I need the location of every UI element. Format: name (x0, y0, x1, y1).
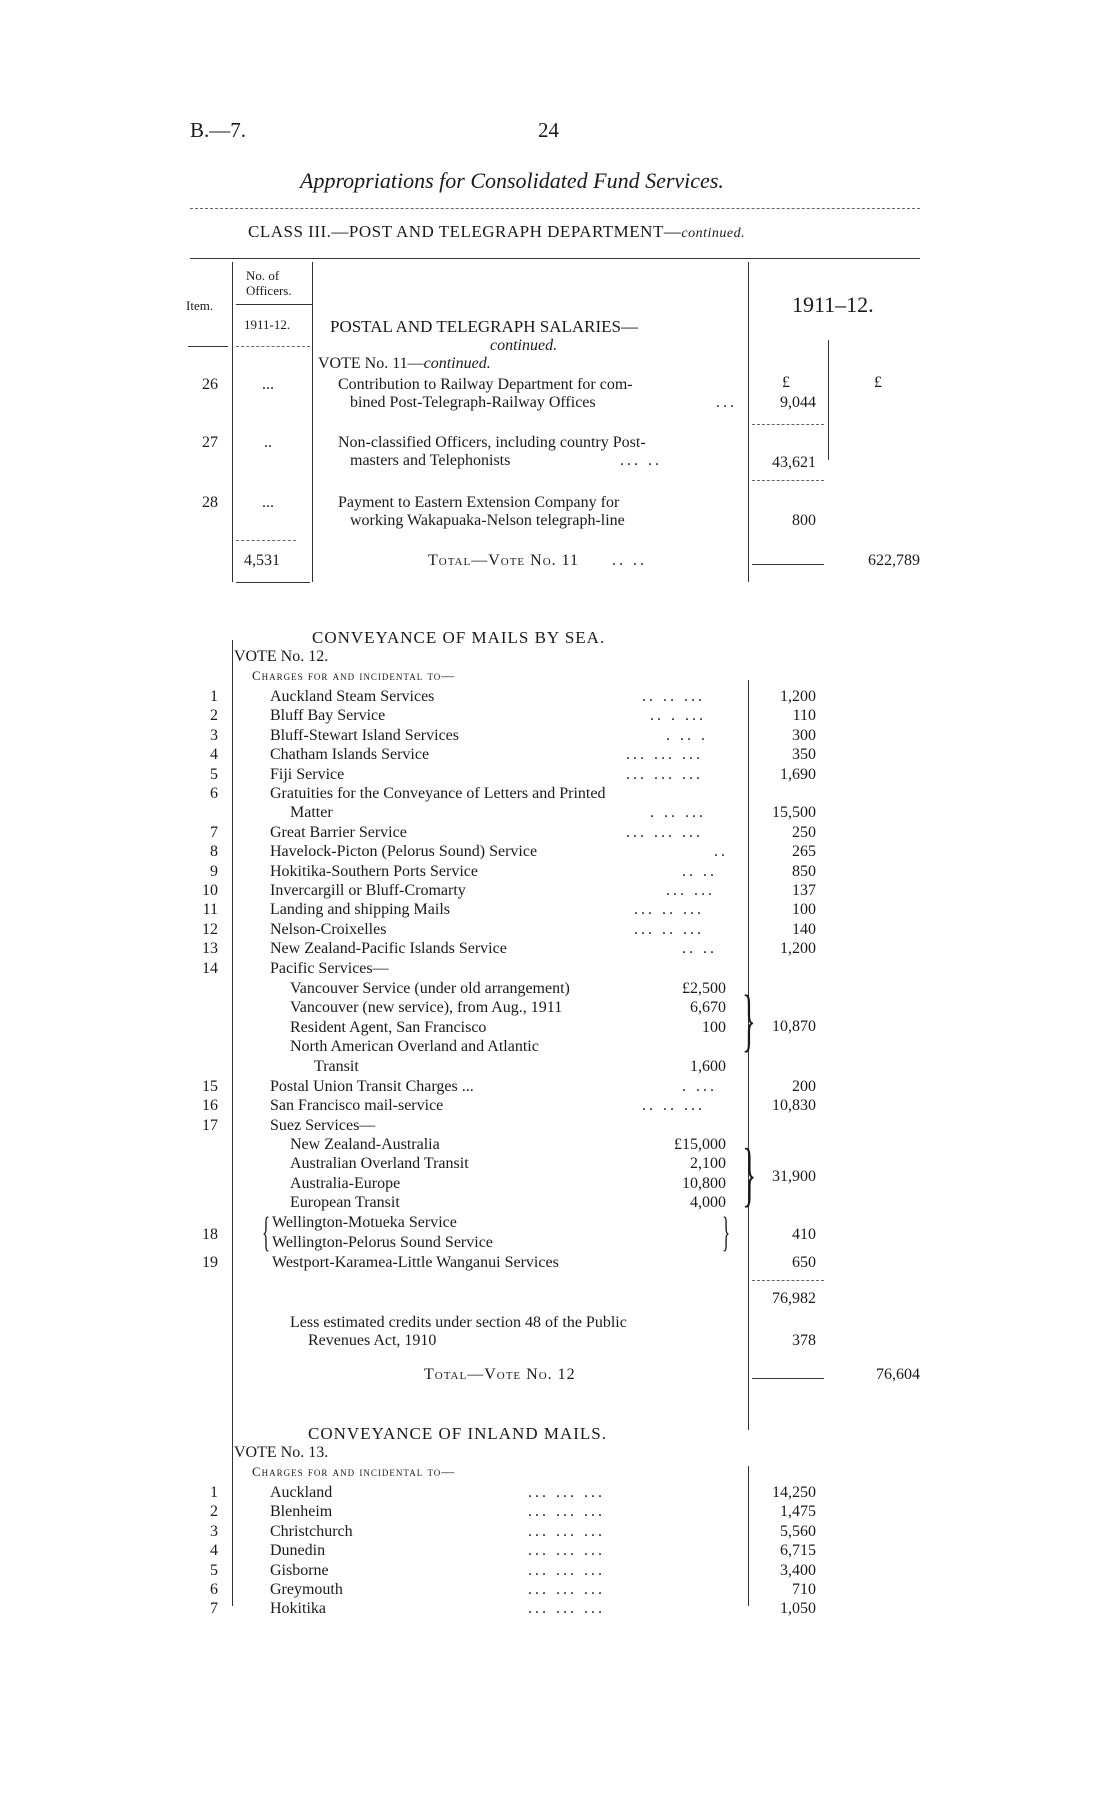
sub-amount: 100 (702, 1019, 726, 1036)
item-text: Greymouth (270, 1581, 343, 1598)
rule (752, 480, 824, 481)
item-text: Hokitika-Southern Ports Service (270, 863, 478, 880)
vote11-label: VOTE No. 11—continued. (318, 355, 491, 372)
item-number: 12 (202, 921, 218, 938)
amount: 410 (792, 1226, 816, 1243)
leader-dots: . .. ... (650, 804, 706, 821)
item-text: Payment to Eastern Extension Company for (338, 494, 620, 511)
amount: 850 (792, 863, 816, 880)
leader-dots: ... ... ... (528, 1600, 605, 1617)
item-number: 8 (210, 843, 218, 860)
sub-amount: 1,600 (690, 1058, 726, 1075)
amount: 1,690 (780, 766, 816, 783)
sub-amount: 2,100 (690, 1155, 726, 1172)
item-text: Contribution to Railway Department for com- (338, 376, 633, 393)
column-rule (312, 262, 313, 582)
vote-total: 76,604 (876, 1366, 920, 1383)
amount: 6,715 (780, 1542, 816, 1559)
leader-dots: ... ... ... (528, 1581, 605, 1598)
leader-dots: .. .. ... (642, 1097, 705, 1114)
item-number: 6 (210, 1581, 218, 1598)
amount: 31,900 (772, 1168, 816, 1185)
item-number: 1 (210, 1484, 218, 1501)
item-text: Havelock-Picton (Pelorus Sound) Service (270, 843, 538, 860)
sub-amount: 4,000 (690, 1194, 726, 1211)
item-text: Great Barrier Service (270, 824, 407, 841)
item-number: 5 (210, 1562, 218, 1579)
item-text: Landing and shipping Mails (270, 901, 450, 918)
amount: 250 (792, 824, 816, 841)
item-number: 14 (202, 960, 218, 977)
amount: 350 (792, 746, 816, 763)
item-text: Christchurch (270, 1523, 353, 1540)
leader-dots: ... ... ... (528, 1503, 605, 1520)
leader-dots: ... ... ... (528, 1523, 605, 1540)
vote-total: 622,789 (868, 552, 920, 569)
document-code: B.—7. (190, 118, 247, 142)
item-text: Matter (290, 804, 333, 821)
amount: 1,050 (780, 1600, 816, 1617)
pound-sign: £ (782, 374, 790, 391)
leader-dots: ... (716, 394, 737, 411)
item-number: 26 (202, 376, 218, 393)
item-text: Pacific Services— (270, 960, 389, 977)
item-number: 2 (210, 707, 218, 724)
total-label: Total—Vote No. 11 (428, 552, 580, 569)
amount: 15,500 (772, 804, 816, 821)
item-text: working Wakapuaka-Nelson telegraph-line (350, 512, 625, 529)
item-number: 19 (202, 1254, 218, 1271)
less-credits: Revenues Act, 1910 (308, 1332, 437, 1349)
leader-dots: .. .. (682, 863, 717, 880)
leader-dots: . .. . (666, 727, 708, 744)
item-text: Postal Union Transit Charges ... (270, 1078, 474, 1095)
brace: } (722, 1210, 731, 1256)
rule (752, 1378, 824, 1379)
item-text: Auckland (270, 1484, 333, 1501)
amount: 265 (792, 843, 816, 860)
rule (752, 424, 824, 425)
brace: { (262, 1210, 271, 1256)
officers-header: No. of Officers. (246, 268, 292, 298)
item-number: 7 (210, 1600, 218, 1617)
item-number: 5 (210, 766, 218, 783)
item-text: Australian Overland Transit (290, 1155, 469, 1172)
item-number: 4 (210, 746, 218, 763)
rule (236, 540, 296, 541)
amount: 10,830 (772, 1097, 816, 1114)
item-number: 16 (202, 1097, 218, 1114)
item-text: Suez Services— (270, 1117, 376, 1134)
leader-dots: ... ... ... (528, 1562, 605, 1579)
amount: 110 (792, 707, 816, 724)
leader-dots: ... ... ... (626, 766, 703, 783)
sub-amount: £2,500 (682, 980, 726, 997)
item-text: masters and Telephonists (350, 452, 511, 469)
amount: 9,044 (780, 394, 816, 411)
item-number: 3 (210, 727, 218, 744)
rule (752, 1280, 824, 1281)
item-text: Dunedin (270, 1542, 326, 1559)
charges-heading: Charges for and incidental to— (252, 1464, 456, 1479)
leader-dots: ... ... (666, 882, 715, 899)
item-text: Westport-Karamea-Little Wanganui Services (272, 1254, 559, 1271)
vote12-heading: CONVEYANCE OF MAILS BY SEA. (312, 628, 606, 647)
pound-sign: £ (874, 374, 882, 391)
rule (236, 346, 310, 347)
amount: 1,200 (780, 940, 816, 957)
item-number: 17 (202, 1117, 218, 1134)
page-number: 24 (538, 118, 559, 142)
leader-dots: .. .. (612, 552, 647, 569)
amount: 300 (792, 727, 816, 744)
leader-dots: ... .. ... (634, 901, 704, 918)
brace: } (742, 1134, 757, 1214)
item-text: Gisborne (270, 1562, 329, 1579)
item-text: Fiji Service (270, 766, 345, 783)
amount: 650 (792, 1254, 816, 1271)
column-rule (232, 262, 233, 582)
amount: 1,475 (780, 1503, 816, 1520)
item-number: 15 (202, 1078, 218, 1095)
item-number: 2 (210, 1503, 218, 1520)
sub-amount: 10,800 (682, 1175, 726, 1192)
amount: 710 (792, 1581, 816, 1598)
item-number: 3 (210, 1523, 218, 1540)
column-rule (828, 340, 829, 460)
item-text: Bluff-Stewart Island Services (270, 727, 459, 744)
item-text: Nelson-Croixelles (270, 921, 387, 938)
rule (190, 258, 920, 259)
amount: 800 (792, 512, 816, 529)
amount: 5,560 (780, 1523, 816, 1540)
item-number: 4 (210, 1542, 218, 1559)
amount: 140 (792, 921, 816, 938)
vote13-label: VOTE No. 13. (234, 1444, 329, 1461)
item-number: 18 (202, 1226, 218, 1243)
item-number: 11 (202, 901, 218, 918)
rule (190, 208, 920, 209)
vote11-heading-cont: continued. (490, 337, 558, 354)
rule (236, 304, 312, 305)
total-officers: 4,531 (244, 552, 280, 569)
column-rule (232, 1426, 233, 1606)
item-number: 13 (202, 940, 218, 957)
charges-heading: Charges for and incidental to— (252, 668, 456, 683)
leader-dots: ... ... ... (626, 824, 703, 841)
item-text: Resident Agent, San Francisco (290, 1019, 487, 1036)
year-header: 1911–12. (792, 292, 874, 317)
item-text: North American Overland and Atlantic (290, 1038, 539, 1055)
item-text: Invercargill or Bluff-Cromarty (270, 882, 466, 899)
item-header: Item. (186, 298, 214, 313)
amount: 1,200 (780, 688, 816, 705)
amount: 100 (792, 901, 816, 918)
item-text: Chatham Islands Service (270, 746, 430, 763)
item-text: Gratuities for the Conveyance of Letters and Printed (270, 785, 606, 802)
class-heading: CLASS III.—POST AND TELEGRAPH DEPARTMENT—continued. (248, 222, 746, 241)
amount: 3,400 (780, 1562, 816, 1579)
leader-dots: ... ... ... (626, 746, 703, 763)
vote11-heading: POSTAL AND TELEGRAPH SALARIES— (330, 317, 638, 336)
item-text: Vancouver Service (under old arrangement) (290, 980, 570, 997)
item-number: 27 (202, 434, 218, 451)
amount: 43,621 (772, 454, 816, 471)
amount: 200 (792, 1078, 816, 1095)
item-text: Vancouver (new service), from Aug., 1911 (290, 999, 563, 1016)
officers-count: .. (264, 434, 272, 451)
officers-year: 1911-12. (244, 317, 291, 332)
vote12-label: VOTE No. 12. (234, 648, 329, 665)
leader-dots: . ... (682, 1078, 717, 1095)
item-text: New Zealand-Australia (290, 1136, 440, 1153)
brace: } (742, 982, 756, 1059)
item-text: Non-classified Officers, including country Post- (338, 434, 646, 451)
subtotal: 76,982 (772, 1290, 816, 1307)
item-text: Auckland Steam Services (270, 688, 435, 705)
leader-dots: .. .. ... (642, 688, 705, 705)
column-rule (748, 262, 749, 582)
leader-dots: ... ... ... (528, 1484, 605, 1501)
page-title: Appropriations for Consolidated Fund Services. (300, 168, 724, 193)
item-number: 9 (210, 863, 218, 880)
item-text: Blenheim (270, 1503, 333, 1520)
amount: 378 (792, 1332, 816, 1349)
leader-dots: ... ... ... (528, 1542, 605, 1559)
leader-dots: .. (714, 843, 728, 860)
item-text: Wellington-Motueka Service (272, 1214, 457, 1231)
item-number: 1 (210, 688, 218, 705)
sub-amount: 6,670 (690, 999, 726, 1016)
item-number: 7 (210, 824, 218, 841)
item-text: Australia-Europe (290, 1175, 401, 1192)
amount: 137 (792, 882, 816, 899)
item-text: bined Post-Telegraph-Railway Offices (350, 394, 596, 411)
leader-dots: .. . ... (650, 707, 706, 724)
item-number: 10 (202, 882, 218, 899)
officers-count: ... (262, 494, 274, 511)
item-text: Wellington-Pelorus Sound Service (272, 1234, 493, 1251)
item-number: 28 (202, 494, 218, 511)
item-text: Bluff Bay Service (270, 707, 386, 724)
amount: 10,870 (772, 1018, 816, 1035)
total-label: Total—Vote No. 12 (424, 1366, 576, 1383)
item-text: San Francisco mail-service (270, 1097, 444, 1114)
rule (752, 564, 824, 565)
officers-count: ... (262, 376, 274, 393)
column-rule (232, 640, 233, 1430)
leader-dots: ... .. ... (634, 921, 704, 938)
rule (236, 582, 310, 583)
rule (188, 346, 228, 347)
item-text: Transit (314, 1058, 359, 1075)
leader-dots: .. .. (682, 940, 717, 957)
sub-amount: £15,000 (674, 1136, 726, 1153)
amount: 14,250 (772, 1484, 816, 1501)
vote13-heading: CONVEYANCE OF INLAND MAILS. (308, 1424, 607, 1443)
item-text: Hokitika (270, 1600, 326, 1617)
item-number: 6 (210, 785, 218, 802)
column-rule (748, 1466, 749, 1606)
less-credits: Less estimated credits under section 48 of the Public (290, 1314, 627, 1331)
item-text: New Zealand-Pacific Islands Service (270, 940, 507, 957)
item-text: European Transit (290, 1194, 400, 1211)
leader-dots: ... .. (620, 452, 662, 469)
